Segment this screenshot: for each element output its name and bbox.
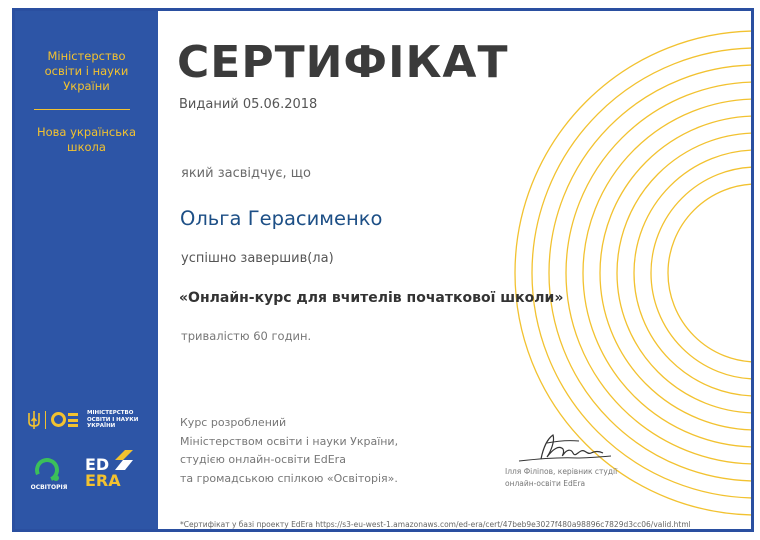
signature-image [517, 431, 613, 465]
osvitoria-logo-dot [53, 475, 59, 481]
osvitoria-label: ОСВІТОРІЯ [30, 484, 68, 491]
mon-logo-bars-icon [68, 413, 78, 427]
verification-footnote: *Сертифікат у базі проекту EdEra https://s3-eu-west-1.amazonaws.com/ed-era/cert/47beb9e3027f480a98896c7829d3cc06/valid.html [180, 520, 691, 529]
credits-line: Курс розроблений [180, 416, 287, 429]
certificate-frame [12, 8, 754, 532]
developer-credits [180, 414, 398, 488]
course-duration: тривалістю 60 годин. [181, 329, 312, 343]
mon-logo-line: УКРАЇНИ [87, 423, 116, 429]
signer-line: Ілля Філіпов, керівник студії [505, 467, 618, 476]
osvitoria-logo-icon [32, 455, 63, 486]
issue-date: Виданий 05.06.2018 [179, 97, 318, 112]
ministry-line: Міністерство [47, 49, 126, 63]
school-line: Нова українська [36, 125, 137, 139]
decorative-ring [617, 133, 754, 413]
school-label [15, 125, 158, 155]
school-line: школа [67, 140, 106, 154]
decorative-ring [566, 82, 754, 464]
mon-logo-text [87, 410, 138, 430]
credits-line: та громадською спілкою «Освіторія». [180, 471, 398, 485]
trident-icon [27, 410, 41, 430]
certificate-title: СЕРТИФІКАТ [177, 37, 509, 88]
logo-divider [45, 411, 46, 429]
mon-logo-line: ОСВІТИ І НАУКИ [87, 416, 139, 423]
decorative-ring [651, 167, 754, 379]
recipient-name: Ольга Герасименко [180, 207, 383, 230]
decorative-ring [600, 116, 754, 430]
edera-word-ed: ED [85, 455, 110, 474]
decorative-ring [668, 184, 754, 362]
mon-logo [27, 409, 152, 431]
credits-line: Міністерством освіти і науки України, [180, 434, 399, 448]
course-title: «Онлайн-курс для вчителів початкової школи» [179, 290, 564, 306]
certifies-text: який засвідчує, що [181, 166, 311, 181]
sidebar [15, 11, 158, 529]
ministry-name [15, 49, 158, 94]
signer-line: онлайн-освіти EdEra [505, 478, 586, 488]
edera-word-era: ERA [85, 471, 121, 490]
ministry-line: України [63, 79, 110, 93]
mon-logo-icon [51, 412, 66, 427]
completed-text: успішно завершив(ла) [181, 251, 334, 266]
credits-line: студією онлайн-освіти EdEra [180, 453, 346, 466]
mon-logo-line: МІНІСТЕРСТВО [87, 410, 134, 416]
edera-logo-icon [111, 448, 137, 472]
signer-caption [505, 466, 617, 489]
edera-logo [85, 448, 140, 493]
sidebar-divider [34, 109, 130, 110]
ministry-line: освіти і науки [44, 64, 129, 78]
